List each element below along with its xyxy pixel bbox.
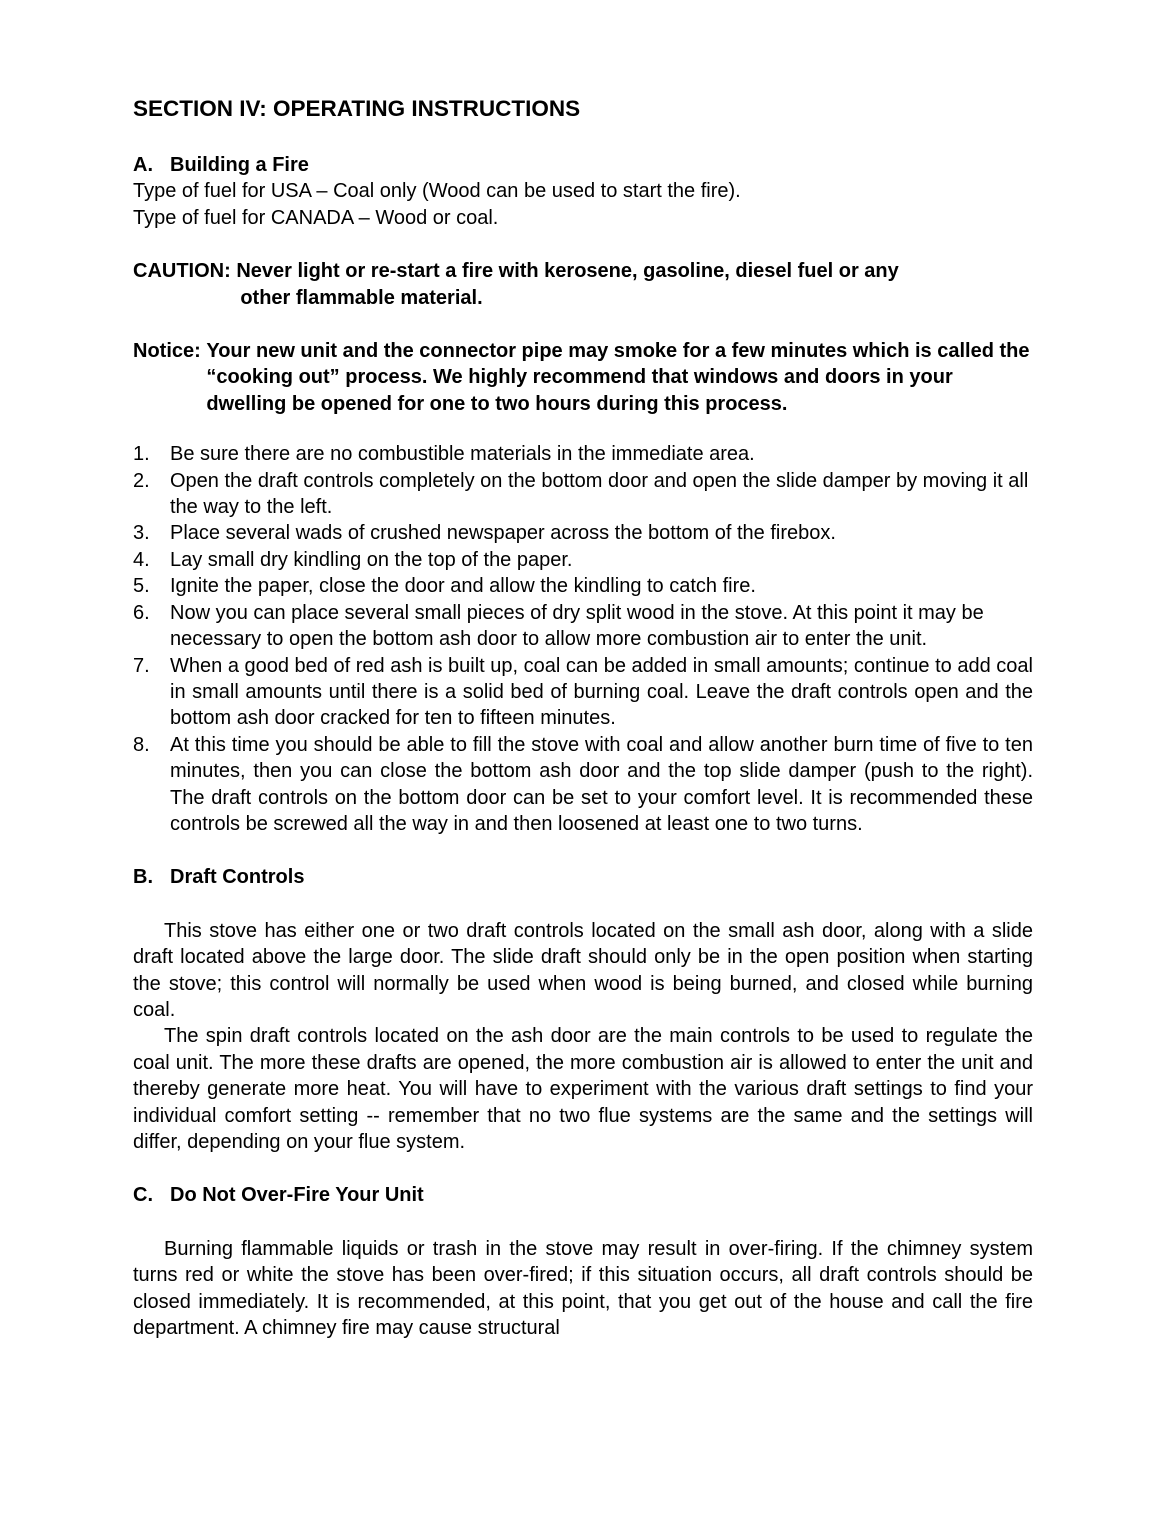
caution-label: CAUTION:: [133, 260, 237, 283]
step-number: 2.: [133, 469, 150, 492]
fuel-usa: Type of fuel for USA – Coal only (Wood can be used to start the fire).: [133, 180, 741, 203]
notice-text: Your new unit and the connector pipe may smoke for a few minutes which is called the “cooking out” process. We highly recommend that windows and doors in your dwelling be opened for one to two hours during this process.: [206, 340, 1030, 415]
step-number: 5.: [133, 575, 150, 598]
heading-text: Draft Controls: [170, 866, 305, 889]
list-item: [133, 653, 1033, 732]
steps-list: [133, 441, 1033, 837]
caution-text-line1: Never light or re-start a fire with kerosene, gasoline, diesel fuel or any: [236, 260, 899, 283]
step-text: Now you can place several small pieces of dry split wood in the stove. At this point it may be necessary to open the bottom ash door to allow more combustion air to enter the unit.: [170, 601, 984, 651]
list-item: [133, 520, 1033, 546]
notice-block: [133, 338, 1033, 417]
section-title: SECTION IV: OPERATING INSTRUCTIONS: [133, 96, 581, 121]
step-text: Place several wads of crushed newspaper across the bottom of the firebox.: [170, 522, 836, 545]
list-item: [133, 732, 1033, 838]
draft-controls-paragraph-1: This stove has either one or two draft controls located on the small ash door, along with a slide draft located above the large door. The slide draft should only be in the open position when starting the stove; this control will normally be used when wood is being burned, and closed while burning coal.: [133, 919, 1033, 1021]
step-text: At this time you should be able to fill the stove with coal and allow another burn time of five to ten minutes, then you can close the bottom ash door and the top slide damper (push to the right). The draft controls on the bottom door can be set to your comfort level. It is recommended these controls be screwed all the way in and then loosened at least one to two turns.: [170, 733, 1033, 835]
heading-do-not-over-fire: [133, 1182, 1033, 1208]
list-item: [133, 441, 1033, 467]
caution-block: [133, 258, 1033, 311]
notice-label: Notice:: [133, 340, 207, 363]
heading-building-a-fire: [133, 152, 1033, 178]
step-number: 8.: [133, 733, 150, 756]
step-text: Ignite the paper, close the door and allow the kindling to catch fire.: [170, 575, 756, 598]
step-number: 1.: [133, 443, 150, 466]
list-item: [133, 573, 1033, 599]
list-item: [133, 468, 1033, 521]
step-text: When a good bed of red ash is built up, coal can be added in small amounts; continue to add coal in small amounts until there is a solid bed of burning coal. Leave the draft controls open and the bottom ash door cracked for ten to fifteen minutes.: [170, 654, 1033, 730]
heading-letter: C.: [133, 1184, 153, 1207]
list-item: [133, 547, 1033, 573]
step-number: 7.: [133, 654, 150, 677]
heading-letter: A.: [133, 154, 153, 176]
over-fire-paragraph: Burning flammable liquids or trash in the stove may result in over-firing. If the chimney system turns red or white the stove has been over-fired; if this situation occurs, all draft controls should be closed immediately. It is recommended, at this point, that you get out of the house and call the fire department. A chimney fire may cause structural: [133, 1237, 1033, 1340]
step-number: 4.: [133, 548, 150, 571]
step-number: 3.: [133, 522, 150, 545]
fuel-canada: Type of fuel for CANADA – Wood or coal.: [133, 206, 499, 229]
list-item: [133, 600, 1033, 653]
step-text: Lay small dry kindling on the top of the paper.: [170, 548, 573, 571]
step-text: Open the draft controls completely on the bottom door and open the slide damper by moving it all the way to the left.: [170, 469, 1029, 519]
heading-text: Do Not Over-Fire Your Unit: [170, 1184, 424, 1207]
step-number: 6.: [133, 601, 150, 624]
step-text: Be sure there are no combustible materials in the immediate area.: [170, 443, 755, 466]
document-page: [133, 94, 1033, 1341]
heading-text: Building a Fire: [170, 154, 309, 176]
heading-draft-controls: [133, 864, 1033, 890]
heading-letter: B.: [133, 866, 153, 889]
caution-text-line2: other flammable material.: [240, 286, 483, 309]
draft-controls-paragraph-2: The spin draft controls located on the ash door are the main controls to be used to regulate the coal unit. The more these drafts are opened, the more combustion air is allowed to enter the unit and thereby generate more heat. You will have to experiment with the various draft settings to find your individual comfort setting -- remember that no two flue systems are the same and the settings will differ, depending on your flue system.: [133, 1025, 1033, 1153]
